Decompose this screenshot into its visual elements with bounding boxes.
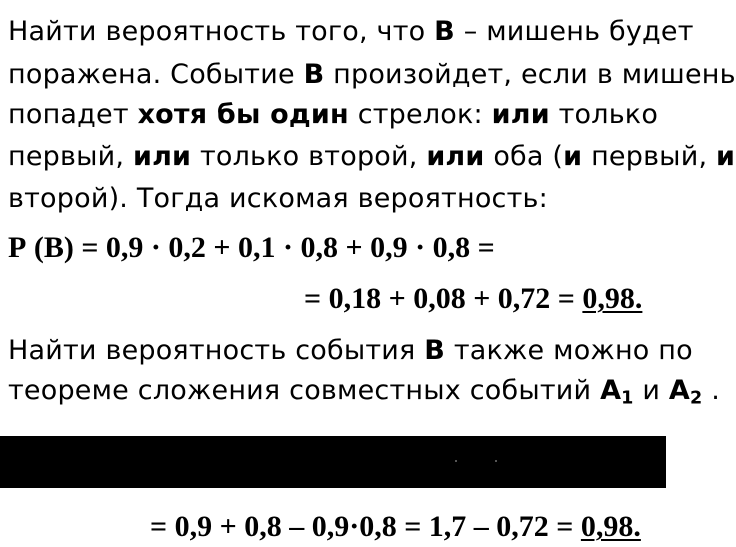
subscript: 2 (690, 388, 703, 409)
subscript: 1 (621, 388, 634, 409)
event-a2 (668, 375, 703, 409)
emphasis: или (426, 141, 485, 172)
para2-line1 (8, 337, 693, 364)
text: первый, (582, 141, 717, 172)
text: и (633, 375, 669, 406)
para1-line2 (8, 61, 736, 88)
formula-result: 0,98. (580, 510, 641, 543)
emphasis: или (491, 99, 550, 130)
formula-result: 0,98. (582, 282, 643, 315)
text: только (549, 99, 659, 130)
text: теореме сложения совместных событий (8, 375, 601, 406)
emphasis: и (563, 141, 583, 172)
text: оба ( (484, 141, 564, 172)
text: Найти вероятность того, что (8, 16, 435, 47)
event-b: В (424, 335, 446, 366)
emphasis: или (132, 141, 192, 172)
para2-line2 (8, 377, 720, 408)
text: второй). Тогда искомая вероятность: (8, 183, 548, 214)
formula2-line (150, 512, 641, 542)
emphasis: и (716, 141, 736, 172)
text: также можно по (445, 335, 693, 366)
event-a-letter: А (668, 375, 690, 406)
text: только второй, (191, 141, 427, 172)
text: произойдет, если в мишень (324, 59, 736, 90)
artifact-dot (495, 460, 497, 462)
text: поражена. Событие (8, 59, 304, 90)
emphasis: хотя бы один (137, 99, 349, 130)
text: Найти вероятность события (8, 335, 425, 366)
para1-line3 (8, 101, 658, 128)
event-a1 (600, 375, 634, 409)
text: . (702, 375, 720, 406)
event-b: В (303, 59, 325, 90)
formula1-line2 (304, 284, 642, 314)
para1-line1 (8, 18, 694, 45)
text: – мишень будет (454, 16, 694, 47)
text: стрелок: (348, 99, 492, 130)
event-b: В (434, 16, 455, 47)
text: попадет (8, 99, 138, 130)
formula1-line1 (8, 233, 495, 263)
obscured-formula-band (0, 436, 666, 488)
event-a-letter: А (600, 375, 622, 406)
text: первый, (8, 141, 133, 172)
artifact-dot (455, 460, 457, 462)
formula-text: Р (В) = 0,9 · 0,2 + 0,1 · 0,8 + 0,9 · 0,8 = (8, 231, 495, 264)
para1-line5 (8, 185, 548, 212)
formula-text: = 0,9 + 0,8 – 0,9·0,8 = 1,7 – 0,72 = (150, 510, 581, 543)
formula-text: = 0,18 + 0,08 + 0,72 = (304, 282, 583, 315)
para1-line4 (8, 143, 735, 170)
